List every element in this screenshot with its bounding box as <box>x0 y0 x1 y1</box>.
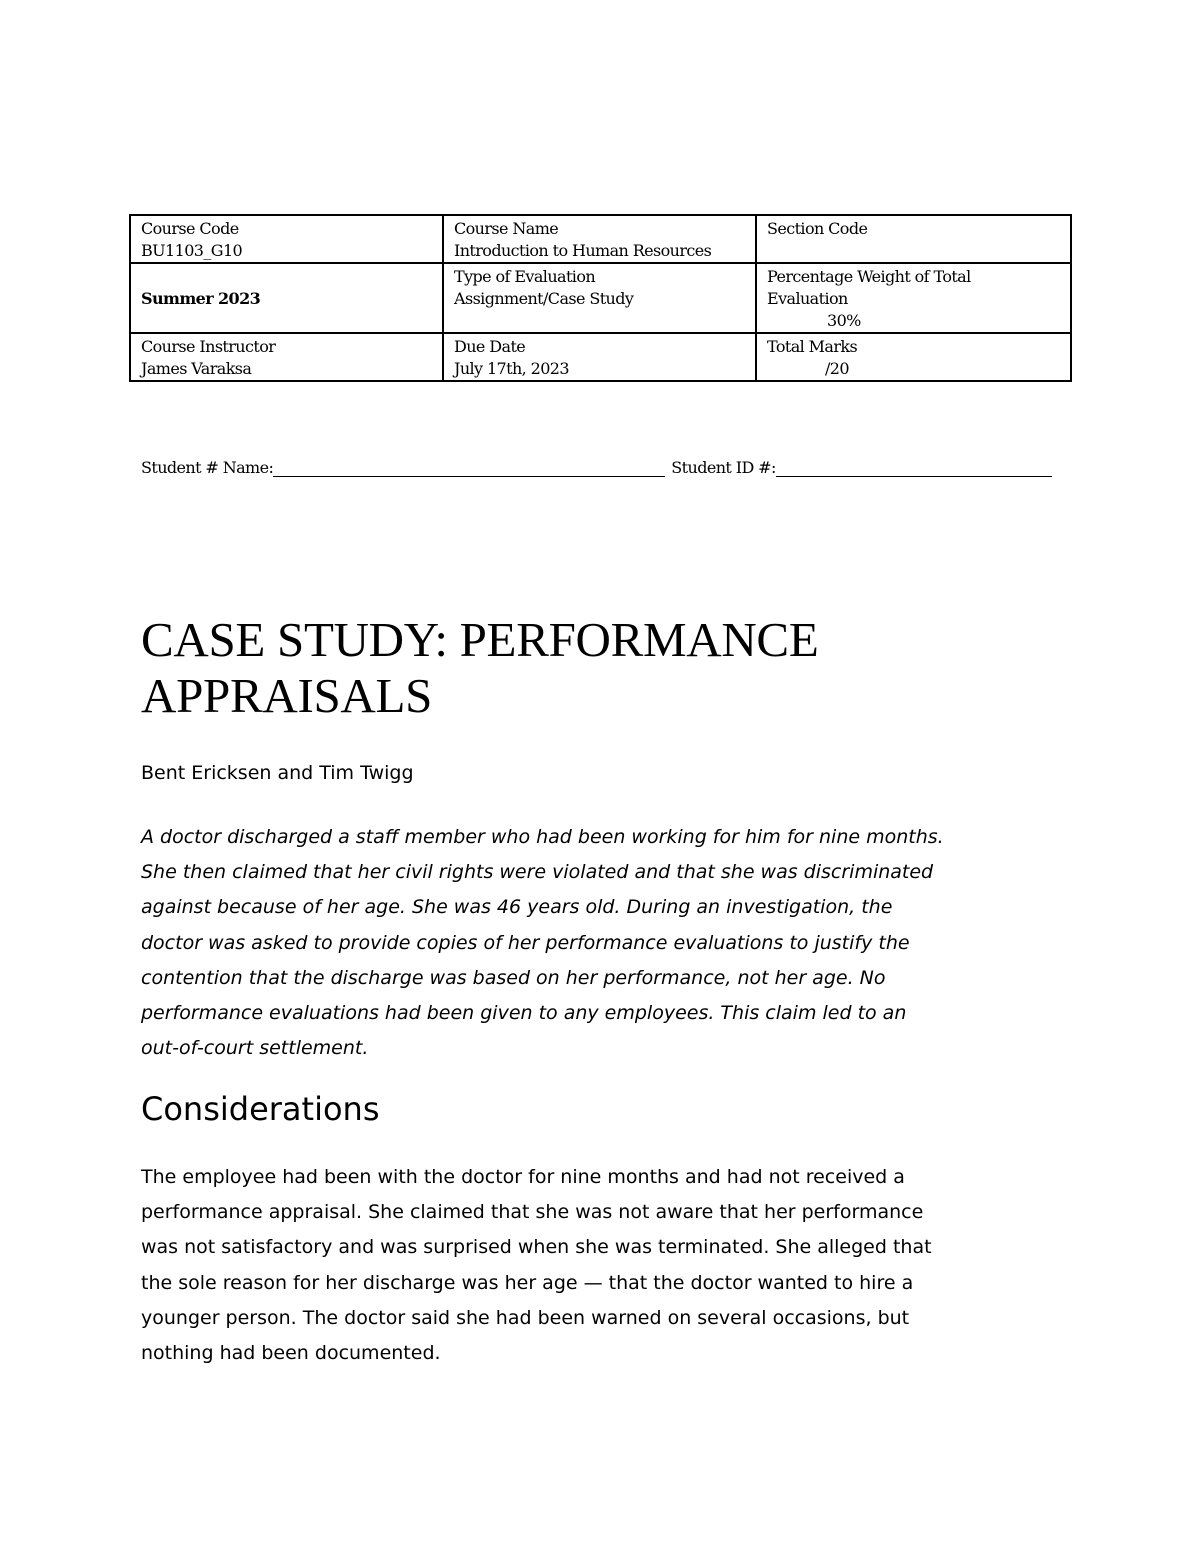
due-date-label: Due Date <box>454 337 526 356</box>
course-code-cell <box>130 215 443 263</box>
considerations-line: younger person. The doctor said she had been warned on several occasions, but <box>141 1306 910 1329</box>
instructor-cell <box>130 333 443 381</box>
course-name-label: Course Name <box>454 219 559 238</box>
table-row <box>130 263 1071 333</box>
instructor-label: Course Instructor <box>141 337 276 356</box>
abstract-line: contention that the discharge was based on her performance, not her age. No <box>141 966 886 989</box>
considerations-line: performance appraisal. She claimed that she was not aware that her performance <box>141 1201 924 1224</box>
student-info-line <box>141 456 1052 477</box>
term-cell <box>130 263 443 333</box>
student-name-label: Student # Name: <box>141 458 274 477</box>
course-name-value: Introduction to Human Resources <box>454 241 712 260</box>
considerations-line: was not satisfactory and was surprised when she was terminated. She alleged that <box>141 1236 932 1259</box>
weight-label-line1: Percentage Weight of Total <box>767 267 971 286</box>
abstract-line: performance evaluations had been given to any employees. This claim led to an <box>141 1002 907 1025</box>
weight-value: 30% <box>827 311 861 330</box>
student-name-field[interactable] <box>273 456 665 477</box>
student-id-label: Student ID #: <box>671 458 776 477</box>
weight-cell <box>756 263 1071 333</box>
considerations-heading: Considerations <box>141 1090 380 1128</box>
course-code-value: BU1103_G10 <box>141 241 243 260</box>
table-row <box>130 215 1071 263</box>
evaluation-type-label: Type of Evaluation <box>454 267 596 286</box>
total-marks-label: Total Marks <box>767 337 858 356</box>
table-row <box>130 333 1071 381</box>
instructor-value: James Varaksa <box>141 359 252 378</box>
considerations-line: nothing had been documented. <box>141 1342 441 1365</box>
section-code-cell <box>756 215 1071 263</box>
abstract-line: doctor was asked to provide copies of her performance evaluations to justify the <box>141 931 910 954</box>
student-id-field[interactable] <box>776 456 1052 477</box>
page-title <box>141 612 1061 724</box>
title-line-2: APPRAISALS <box>141 668 433 723</box>
term-value: Summer 2023 <box>141 289 261 308</box>
due-date-value: July 17th, 2023 <box>454 359 569 378</box>
weight-label-line2: Evaluation <box>767 289 848 308</box>
evaluation-type-value: Assignment/Case Study <box>454 289 634 308</box>
considerations-line: the sole reason for her discharge was her age — that the doctor wanted to hire a <box>141 1271 914 1294</box>
total-marks-cell <box>756 333 1071 381</box>
abstract-line: out-of-court settlement. <box>141 1037 369 1060</box>
considerations-line: The employee had been with the doctor for nine months and had not received a <box>141 1166 905 1188</box>
total-marks-value: /20 <box>825 359 849 378</box>
section-code-label: Section Code <box>767 219 868 238</box>
abstract-line: against because of her age. She was 46 years old. During an investigation, the <box>141 896 893 919</box>
due-date-cell <box>443 333 756 381</box>
course-name-cell <box>443 215 756 263</box>
considerations-paragraph <box>141 1160 1071 1371</box>
course-info-table <box>129 214 1072 382</box>
authors: Bent Ericksen and Tim Twigg <box>141 762 414 784</box>
abstract-line: She then claimed that her civil rights were violated and that she was discriminated <box>141 861 934 884</box>
evaluation-type-cell <box>443 263 756 333</box>
abstract-paragraph <box>141 820 1071 1066</box>
title-line-1: CASE STUDY: PERFORMANCE <box>141 612 819 667</box>
abstract-line: A doctor discharged a staff member who had been working for him for nine months. <box>141 826 944 848</box>
course-code-label: Course Code <box>141 219 239 238</box>
